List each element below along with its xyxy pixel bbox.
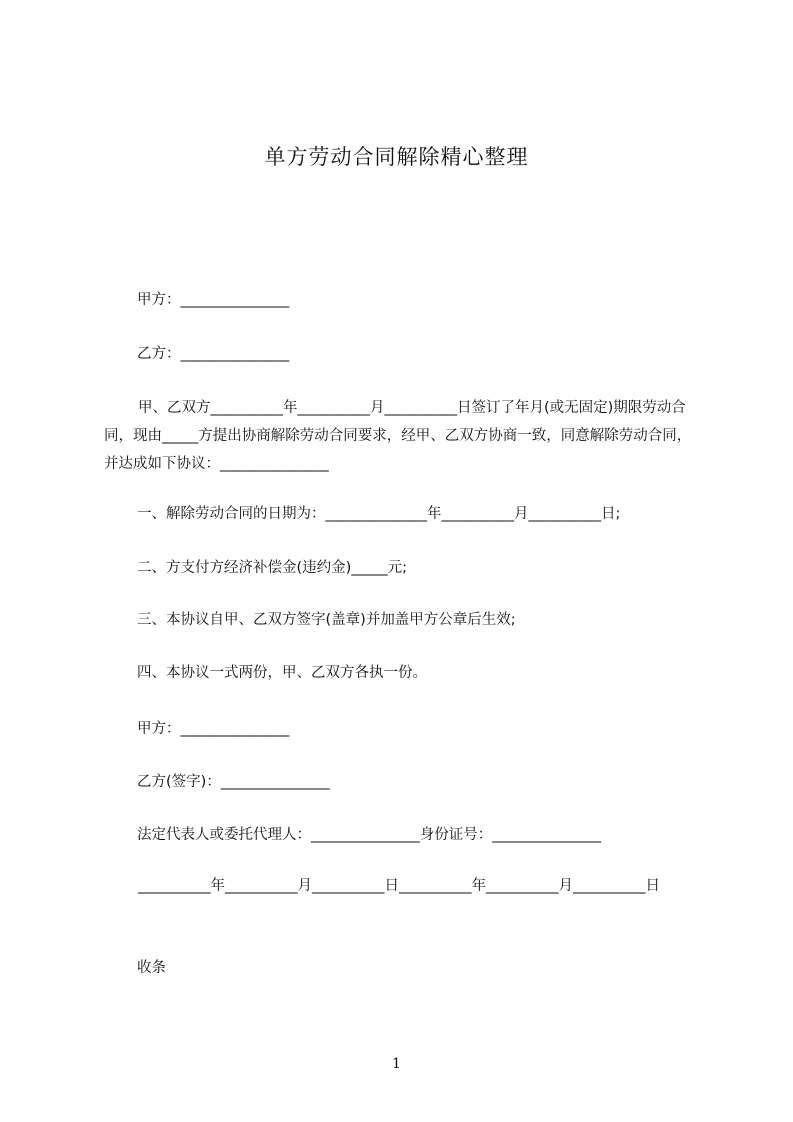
receipt-heading: 收条 (137, 960, 166, 976)
sign-party-a: 甲方：_______________ (137, 721, 290, 737)
party-a-line: 甲方：_______________ (137, 292, 290, 308)
document-title: 单方劳动合同解除精心整理 (264, 145, 529, 169)
clause-1: 一、解除劳动合同的日期为：______________年__________月__________日; (137, 506, 621, 522)
legal-representative-line: 法定代表人或委托代理人：_______________身份证号：_______________ (137, 827, 601, 843)
clause-3: 三、本协议自甲、乙双方签字(盖章)并加盖甲方公章后生效; (137, 612, 516, 628)
clause-4: 四、本协议一式两份，甲、乙双方各执一份。 (137, 665, 427, 681)
sign-party-b: 乙方(签字)：_______________ (137, 774, 330, 790)
page-number: 1 (392, 1056, 401, 1072)
party-b-line: 乙方：_______________ (137, 346, 290, 362)
date-line: __________年__________月__________日__________年__________月__________日 (138, 878, 660, 894)
intro-paragraph: 甲、乙双方__________年__________月__________日签订了年月(或无固定)期限劳动合同，现由_____方提出协商解除劳动合同要求，经甲、乙双方协商一致，同意解除劳动合同，并达成如下协议：_______________ (104, 400, 692, 472)
clause-2: 二、方支付方经济补偿金(违约金)_____元; (137, 560, 407, 576)
